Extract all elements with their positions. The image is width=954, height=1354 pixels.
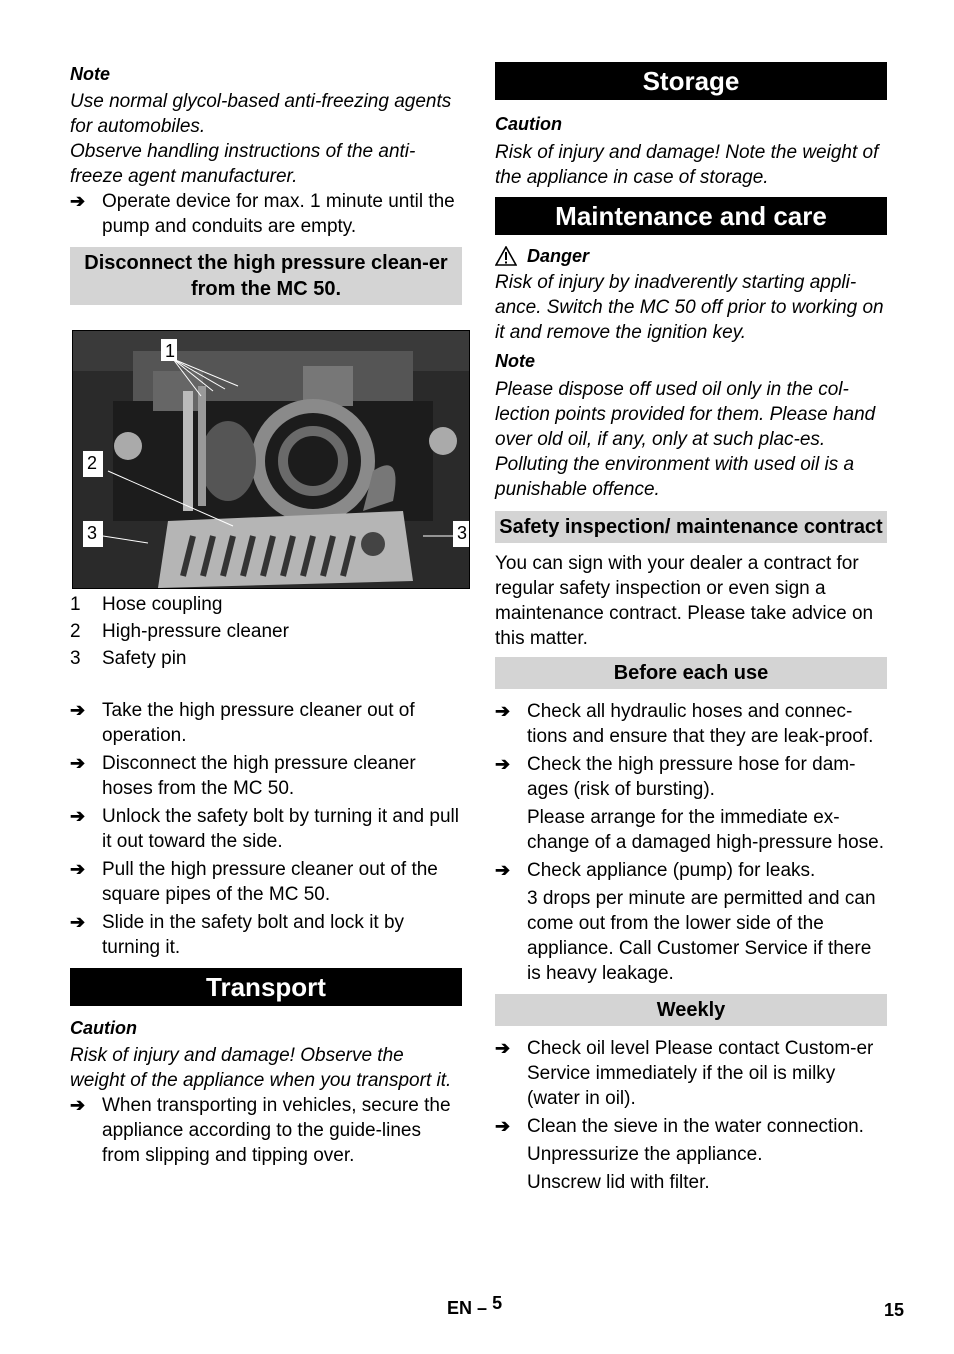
arrow-right-icon: ➔ bbox=[70, 700, 86, 720]
danger-label: Danger bbox=[527, 246, 590, 266]
footer-dash: – bbox=[477, 1298, 488, 1318]
list-item-detail: Unscrew lid with filter. bbox=[527, 1172, 710, 1193]
list-item: ➔ Slide in the safety bolt and lock it by turning it. bbox=[70, 912, 405, 958]
note-label: Note bbox=[495, 351, 535, 371]
photo-high-pressure-cleaner bbox=[72, 330, 470, 589]
list-item: ➔ Check appliance (pump) for leaks. bbox=[495, 860, 816, 881]
note-text-oil: Please dispose off used oil only in the col-lection points provided for them. Please hand over old oil, if any, only at such plac-es. Polluting the environment with used oil is a punishable offence. bbox=[495, 379, 876, 500]
legend-item: 2 High-pressure cleaner bbox=[70, 621, 289, 642]
list-item: ➔ Unlock the safety bolt by turning it and pull it out toward the side. bbox=[70, 806, 459, 852]
figure-label-1: 1 bbox=[165, 341, 176, 361]
legend-item: 1 Hose coupling bbox=[70, 594, 223, 615]
disconnect-heading: Disconnect the high pressure clean-er from the MC 50. bbox=[70, 247, 462, 305]
list-item-detail: Unpressurize the appliance. bbox=[527, 1144, 763, 1165]
arrow-right-icon: ➔ bbox=[495, 754, 511, 774]
arrow-right-icon: ➔ bbox=[70, 1095, 86, 1115]
transport-heading: Transport bbox=[70, 968, 462, 1006]
footer-section-ref bbox=[447, 1293, 503, 1319]
danger-label-row bbox=[495, 244, 887, 268]
footer-lang: EN bbox=[447, 1298, 473, 1318]
list-item-detail: 3 drops per minute are permitted and can come out from the lower side of the appliance. Call Customer Service if there is heavy leakage. bbox=[527, 888, 876, 984]
step-operate: ➔ Operate device for max. 1 minute until the pump and conduits are empty. bbox=[70, 191, 455, 237]
disconnect-steps bbox=[70, 698, 462, 960]
arrow-right-icon: ➔ bbox=[70, 191, 86, 211]
before-each-use-steps bbox=[495, 699, 887, 986]
maintenance-heading: Maintenance and care bbox=[495, 197, 887, 235]
arrow-right-icon: ➔ bbox=[70, 912, 86, 932]
arrow-right-icon: ➔ bbox=[70, 859, 86, 879]
storage-heading: Storage bbox=[495, 62, 887, 100]
figure-label-2: 2 bbox=[87, 453, 98, 473]
note-label: Note bbox=[70, 64, 110, 84]
list-item: ➔ Pull the high pressure cleaner out of the square pipes of the MC 50. bbox=[70, 859, 438, 905]
right-column bbox=[495, 62, 887, 1195]
transport-step: ➔ When transporting in vehicles, secure the appliance according to the guide-lines from slipping and tipping over. bbox=[70, 1095, 451, 1166]
list-item: ➔ Take the high pressure cleaner out of operation. bbox=[70, 700, 415, 746]
transport-caution-text: Risk of injury and damage! Observe the weight of the appliance when you transport it. bbox=[70, 1045, 452, 1091]
arrow-right-icon: ➔ bbox=[495, 1116, 511, 1136]
note-text-antifreeze: Use normal glycol-based anti-freezing agents for automobiles. bbox=[70, 91, 452, 137]
before-each-use-heading: Before each use bbox=[495, 657, 887, 689]
safety-inspection-text: You can sign with your dealer a contract for regular safety inspection or even sign a maintenance contract. Please take advice on this matter. bbox=[495, 553, 874, 649]
list-item: ➔ Check all hydraulic hoses and connec-tions and ensure that they are leak-proof. bbox=[495, 701, 874, 747]
weekly-heading: Weekly bbox=[495, 994, 887, 1026]
list-item: ➔ Disconnect the high pressure cleaner hoses from the MC 50. bbox=[70, 753, 416, 799]
danger-text: Risk of injury by inadverently starting appli-ance. Switch the MC 50 off prior to working on it and remove the ignition key. bbox=[495, 272, 884, 343]
arrow-right-icon: ➔ bbox=[70, 806, 86, 826]
figure-legend bbox=[70, 591, 462, 672]
list-item: ➔ Clean the sieve in the water connection. bbox=[495, 1116, 864, 1137]
arrow-right-icon: ➔ bbox=[70, 753, 86, 773]
list-item: ➔ Check oil level Please contact Custom-er Service immediately if the oil is milky (water in oil). bbox=[495, 1038, 874, 1109]
safety-inspection-heading: Safety inspection/ maintenance contract bbox=[495, 511, 887, 543]
list-item: ➔ Check the high pressure hose for dam-ages (risk of bursting). bbox=[495, 754, 856, 800]
note-text-handling: Observe handling instructions of the anti-freeze agent manufacturer. bbox=[70, 141, 416, 187]
left-column bbox=[70, 62, 468, 1168]
photo-illustration bbox=[73, 331, 469, 588]
arrow-right-icon: ➔ bbox=[495, 860, 511, 880]
storage-caution-label: Caution bbox=[495, 114, 562, 134]
transport-caution-label: Caution bbox=[70, 1018, 137, 1038]
footer-section-page: 5 bbox=[492, 1293, 503, 1313]
arrow-right-icon: ➔ bbox=[495, 1038, 511, 1058]
page-number: 15 bbox=[884, 1300, 905, 1320]
arrow-right-icon: ➔ bbox=[495, 701, 511, 721]
figure-label-3-right: 3 bbox=[457, 523, 468, 543]
storage-caution-text: Risk of injury and damage! Note the weight of the appliance in case of storage. bbox=[495, 142, 879, 188]
legend-item: 3 Safety pin bbox=[70, 648, 187, 669]
warning-triangle-icon bbox=[495, 246, 517, 266]
list-item-detail: Please arrange for the immediate ex-change of a damaged high-pressure hose. bbox=[527, 807, 885, 853]
weekly-steps bbox=[495, 1036, 887, 1195]
figure-label-3-left: 3 bbox=[87, 523, 98, 543]
